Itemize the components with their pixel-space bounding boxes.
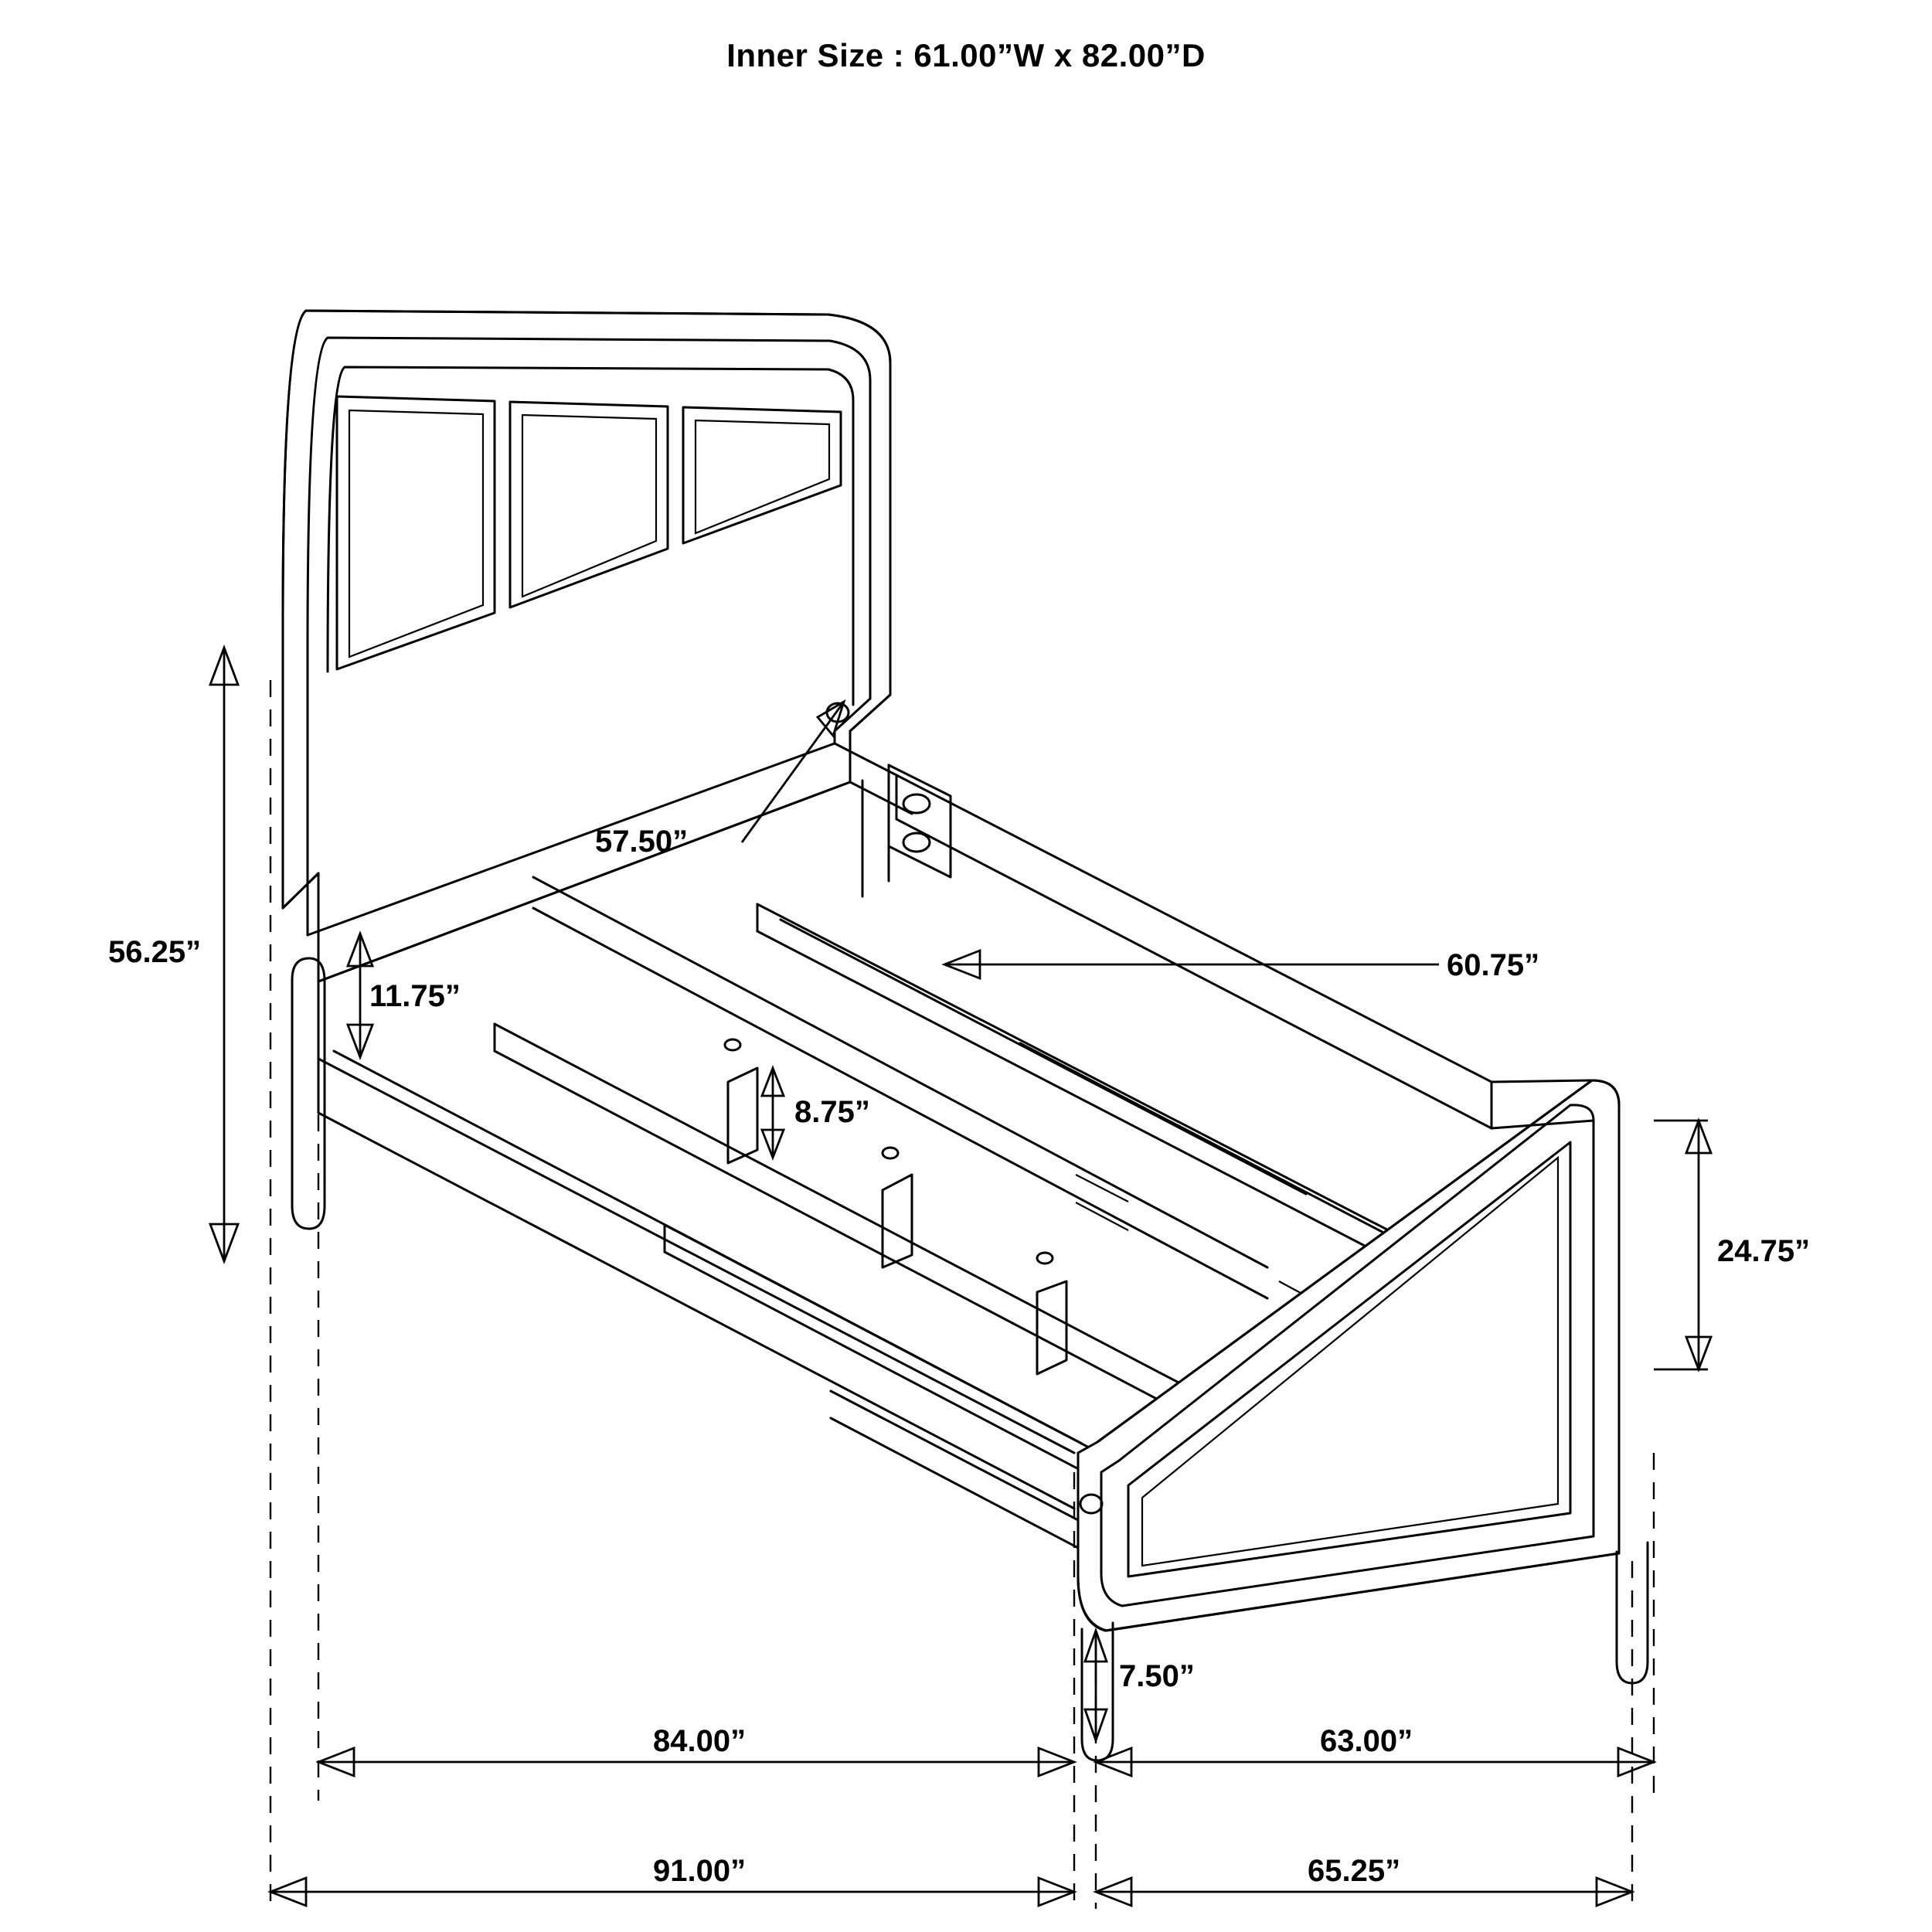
- headboard: [283, 311, 890, 1229]
- dimension-label-headboard-panel-width: 57.50”: [595, 825, 689, 859]
- dimension-label-slat-height: 8.75”: [794, 1095, 870, 1129]
- dimension-label-headboard-to-rail: 11.75”: [369, 979, 461, 1013]
- dimension-label-length-to-footboard: 84.00”: [653, 1724, 747, 1758]
- dimension-length-to-footboard: [318, 1724, 1074, 1776]
- dimension-overall-height: [108, 648, 238, 1261]
- dimension-label-footboard-height: 24.75”: [1717, 1234, 1811, 1268]
- dimension-overall-footboard-span: [1096, 1854, 1632, 1906]
- dimension-footboard-height: [1654, 1121, 1810, 1369]
- dimension-label-overall-height: 56.25”: [108, 935, 202, 969]
- dimension-label-footboard-leg-clearance: 7.50”: [1119, 1659, 1195, 1693]
- dimension-label-overall-length: 91.00”: [653, 1854, 747, 1888]
- page-title: Inner Size : 61.00”W x 82.00”D: [726, 37, 1206, 73]
- dimension-label-rail-inner-width: 60.75”: [1447, 948, 1540, 982]
- dimension-footboard-leg-clearance: [1085, 1631, 1195, 1740]
- dimension-slat-height: [762, 1068, 870, 1158]
- dimension-overall-length: [270, 1854, 1074, 1906]
- dimension-label-footboard-depth: 63.00”: [1320, 1724, 1413, 1758]
- dimension-label-overall-footboard-span: 65.25”: [1308, 1854, 1401, 1888]
- dimension-footboard-depth: [1096, 1724, 1654, 1776]
